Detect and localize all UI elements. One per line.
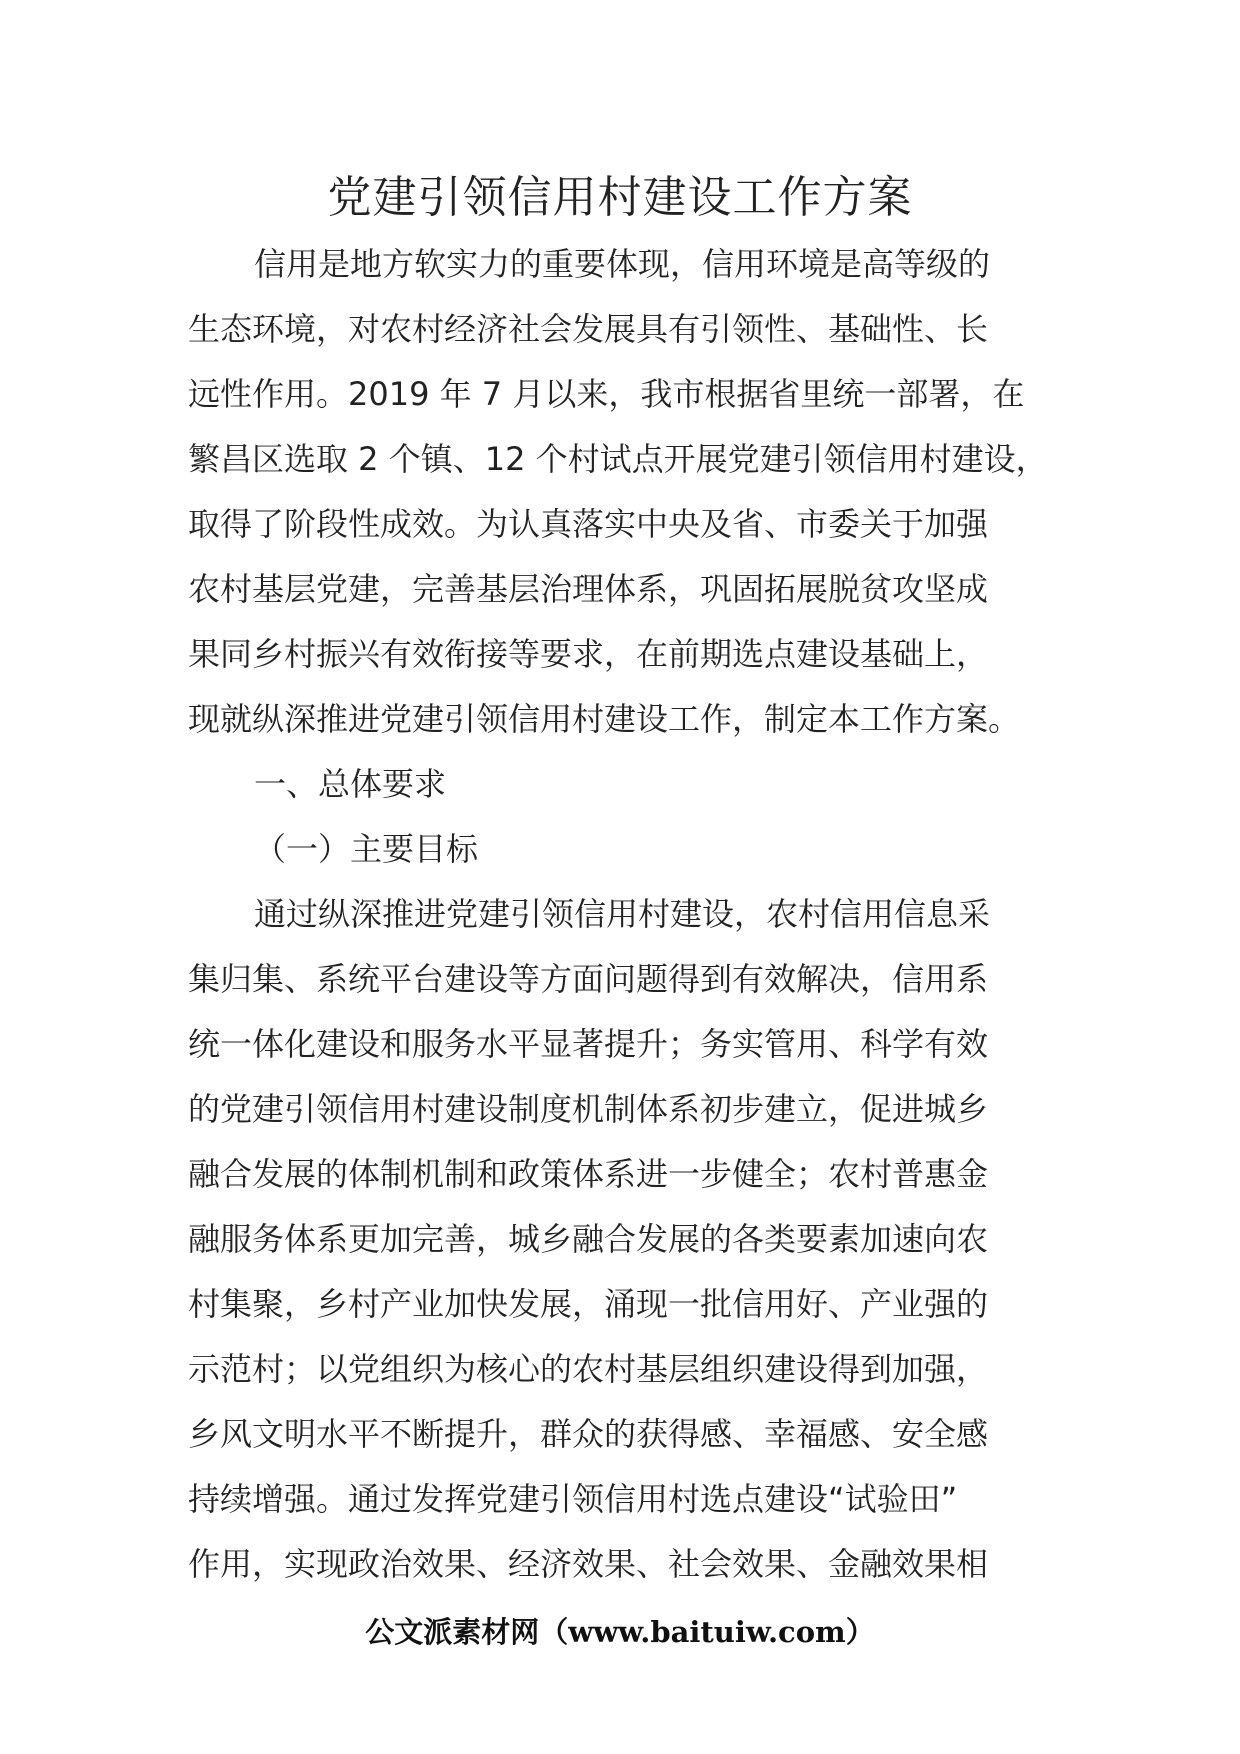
section-heading: 一、总体要求 xyxy=(254,765,447,803)
paragraph-goals-line-10: 持续增强。通过发挥党建引领信用村选点建设“试验田” xyxy=(188,1480,958,1518)
paragraph-intro-line-8: 现就纵深推进党建引领信用村建设工作，制定本工作方案。 xyxy=(188,700,1021,738)
paragraph-goals-line-11: 作用，实现政治效果、经济效果、社会效果、金融效果相 xyxy=(188,1545,989,1583)
paragraph-goals-line-2: 集归集、系统平台建设等方面问题得到有效解决，信用系 xyxy=(188,960,989,998)
paragraph-goals-line-8: 示范村；以党组织为核心的农村基层组织建设得到加强， xyxy=(188,1350,989,1388)
paragraph-goals-line-6: 融服务体系更加完善，城乡融合发展的各类要素加速向农 xyxy=(188,1220,989,1258)
paragraph-intro-line-7: 果同乡村振兴有效衔接等要求，在前期选点建设基础上， xyxy=(188,635,989,673)
paragraph-goals-line-7: 村集聚，乡村产业加快发展，涌现一批信用好、产业强的 xyxy=(188,1285,989,1323)
paragraph-goals-line-3: 统一体化建设和服务水平显著提升；务实管用、科学有效 xyxy=(188,1025,989,1063)
paragraph-goals-line-9: 乡风文明水平不断提升，群众的获得感、幸福感、安全感 xyxy=(188,1415,989,1453)
paragraph-intro-line-5: 取得了阶段性成效。为认真落实中央及省、市委关于加强 xyxy=(188,505,989,543)
paragraph-goals-line-4: 的党建引领信用村建设制度机制体系初步建立，促进城乡 xyxy=(188,1090,989,1128)
document-body xyxy=(188,232,1088,1597)
document-title: 党建引领信用村建设工作方案 xyxy=(327,172,913,223)
subsection-heading: （一）主要目标 xyxy=(254,830,479,868)
paragraph-intro-line-3: 远性作用。2019 年 7 月以来，我市根据省里统一部署，在 xyxy=(188,375,1025,413)
paragraph-intro-line-6: 农村基层党建，完善基层治理体系，巩固拓展脱贫攻坚成 xyxy=(188,570,989,608)
paragraph-intro-line-1: 信用是地方软实力的重要体现，信用环境是高等级的 xyxy=(254,245,991,283)
footer-watermark: 公文派素材网（www.baituiw.com） xyxy=(365,1615,875,1649)
paragraph-goals-line-1: 通过纵深推进党建引领信用村建设，农村信用信息采 xyxy=(254,895,991,933)
paragraph-intro-line-2: 生态环境，对农村经济社会发展具有引领性、基础性、长 xyxy=(188,310,989,348)
paragraph-goals-line-5: 融合发展的体制机制和政策体系进一步健全；农村普惠金 xyxy=(188,1155,989,1193)
paragraph-intro-line-4: 繁昌区选取 2 个镇、12 个村试点开展党建引领信用村建设， xyxy=(188,440,1048,478)
